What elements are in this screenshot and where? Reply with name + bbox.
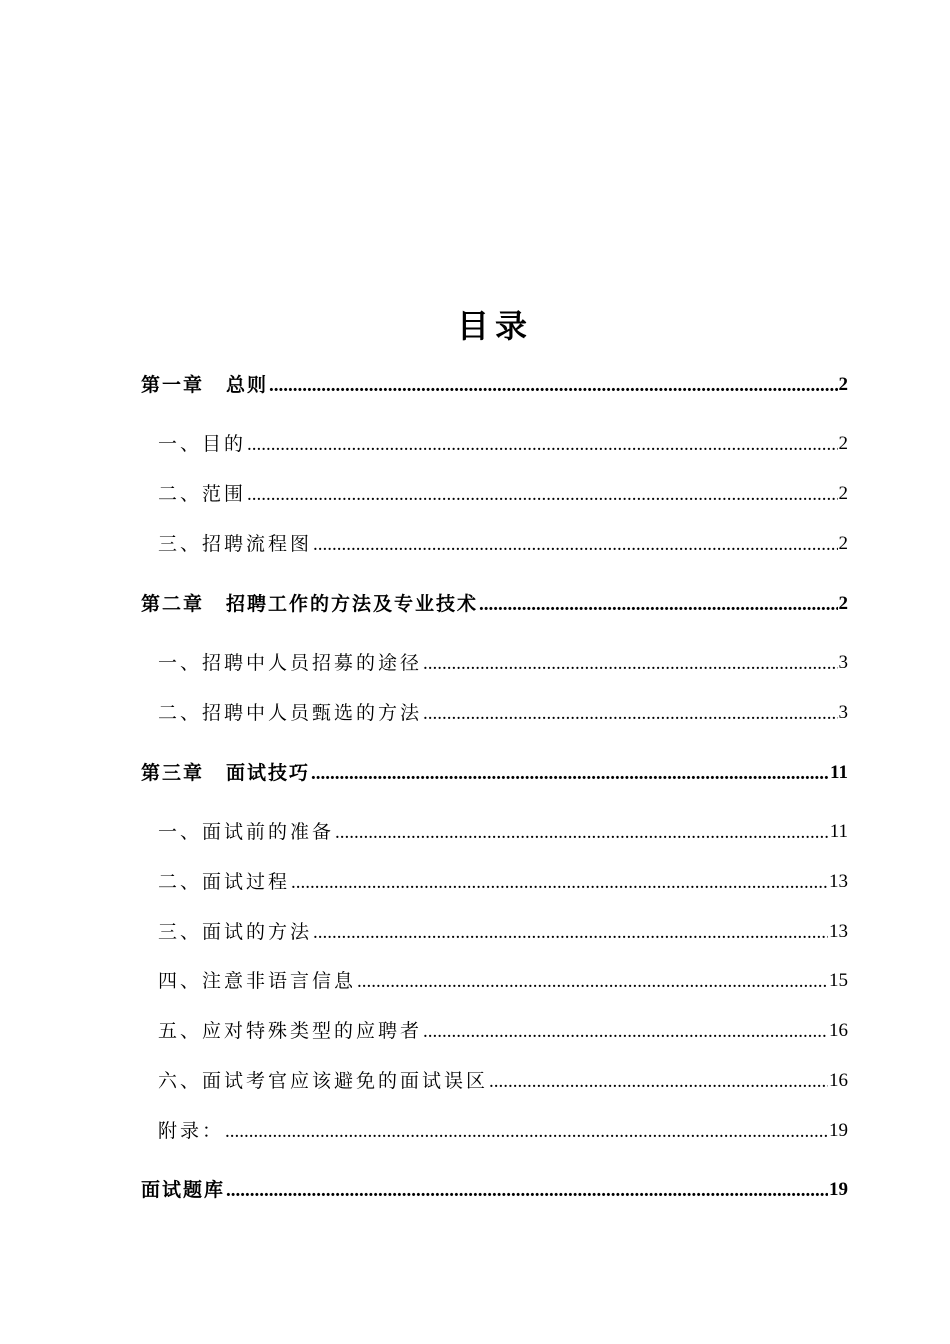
toc-page-number: 11 xyxy=(830,762,848,783)
toc-section-nonverbal[interactable] xyxy=(141,964,848,994)
dot-leader xyxy=(226,1177,828,1203)
toc-section-interview-process[interactable] xyxy=(141,865,848,895)
toc-page-number: 15 xyxy=(829,970,848,991)
toc-page-number: 2 xyxy=(838,533,848,554)
toc-page-number: 16 xyxy=(829,1070,848,1091)
toc-appendix[interactable] xyxy=(141,1114,848,1144)
dot-leader xyxy=(313,919,828,945)
toc-section-scope[interactable] xyxy=(141,477,848,507)
toc-section-special-candidates[interactable] xyxy=(141,1014,848,1044)
dot-leader xyxy=(291,869,828,895)
toc-section-flowchart[interactable] xyxy=(141,527,848,557)
dot-leader xyxy=(489,1068,828,1094)
toc-list xyxy=(141,0,848,1344)
toc-entry-label: 第一章 总则 xyxy=(141,374,269,396)
toc-entry-label: 二、范围 xyxy=(158,483,247,505)
dot-leader xyxy=(479,591,837,617)
toc-page-number: 19 xyxy=(829,1120,848,1141)
dot-leader xyxy=(357,968,828,994)
dot-leader xyxy=(269,372,837,398)
dot-leader xyxy=(311,760,829,786)
dot-leader xyxy=(247,431,837,457)
toc-page-number: 11 xyxy=(829,821,848,842)
toc-entry-label: 一、面试前的准备 xyxy=(158,821,335,843)
toc-entry-label: 二、招聘中人员甄选的方法 xyxy=(158,702,423,724)
toc-entry-label: 四、注意非语言信息 xyxy=(158,970,357,992)
dot-leader xyxy=(423,1018,828,1044)
toc-entry-label: 一、目的 xyxy=(158,433,247,455)
toc-title: 目录 xyxy=(456,307,533,345)
toc-page-number: 13 xyxy=(829,871,848,892)
toc-section-interview-pitfalls[interactable] xyxy=(141,1064,848,1094)
toc-question-bank[interactable] xyxy=(141,1173,848,1203)
dot-leader xyxy=(225,1118,828,1144)
toc-page-number: 19 xyxy=(829,1179,848,1200)
toc-entry-label: 第三章 面试技巧 xyxy=(141,762,311,784)
toc-entry-label: 一、招聘中人员招募的途径 xyxy=(158,652,423,674)
dot-leader xyxy=(335,819,829,845)
toc-entry-label: 二、面试过程 xyxy=(158,871,291,893)
toc-entry-label: 三、面试的方法 xyxy=(158,921,313,943)
toc-section-interview-prep[interactable] xyxy=(141,815,848,845)
toc-page-number: 3 xyxy=(838,702,848,723)
toc-section-recruit-channels[interactable] xyxy=(141,646,848,676)
toc-page-number: 2 xyxy=(838,374,848,395)
toc-chapter-2[interactable] xyxy=(141,587,848,617)
dot-leader xyxy=(423,700,837,726)
toc-section-interview-methods[interactable] xyxy=(141,915,848,945)
toc-section-purpose[interactable] xyxy=(141,427,848,457)
toc-entry-label: 第二章 招聘工作的方法及专业技术 xyxy=(141,593,479,615)
toc-section-selection-methods[interactable] xyxy=(141,696,848,726)
toc-page-number: 2 xyxy=(838,593,848,614)
toc-entry-label: 附录： xyxy=(158,1120,225,1142)
toc-entry-label: 六、面试考官应该避免的面试误区 xyxy=(158,1070,489,1092)
toc-entry-label: 面试题库 xyxy=(141,1179,226,1201)
toc-entry-label: 五、应对特殊类型的应聘者 xyxy=(158,1020,423,1042)
dot-leader xyxy=(423,650,837,676)
dot-leader xyxy=(247,481,837,507)
toc-page-number: 16 xyxy=(829,1020,848,1041)
toc-page-number: 2 xyxy=(838,483,848,504)
toc-chapter-1[interactable] xyxy=(141,368,848,398)
dot-leader xyxy=(313,531,837,557)
toc-entry-label: 三、招聘流程图 xyxy=(158,533,313,555)
toc-page-number: 3 xyxy=(838,652,848,673)
toc-chapter-3[interactable] xyxy=(141,756,848,786)
toc-page-number: 2 xyxy=(838,433,848,454)
toc-page-number: 13 xyxy=(829,921,848,942)
